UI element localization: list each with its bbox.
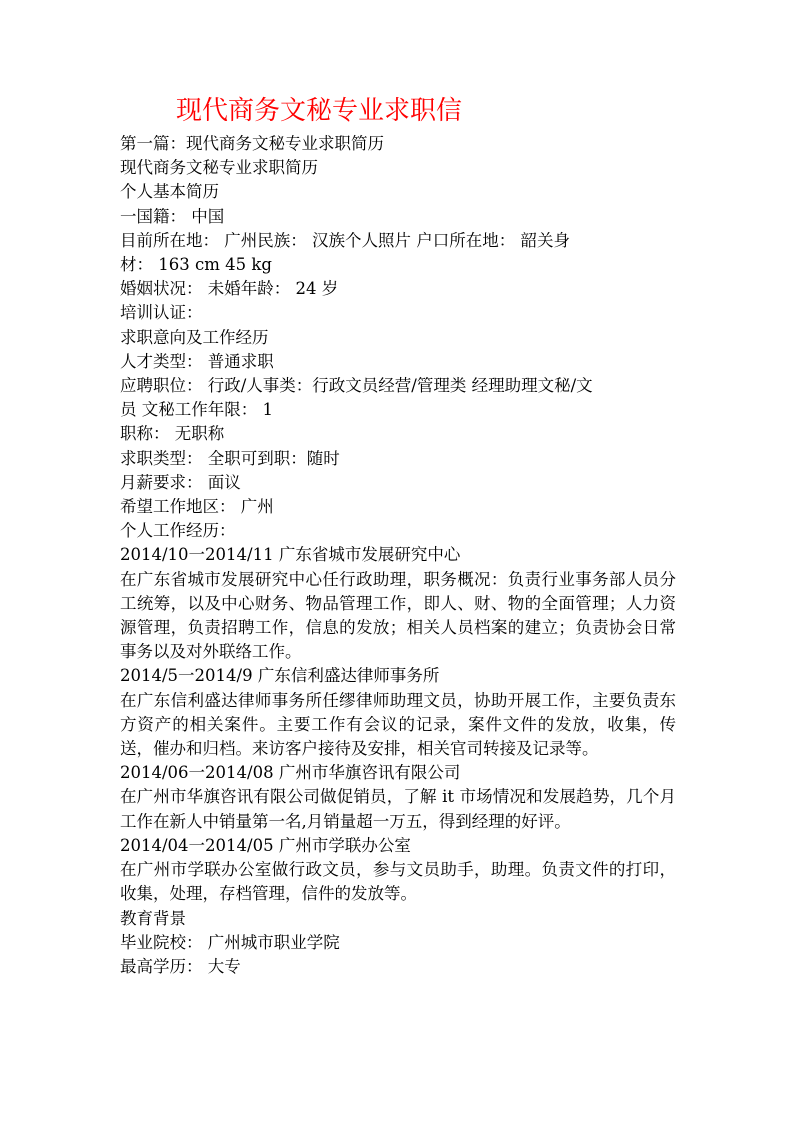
- training-line: 培训认证：: [120, 303, 203, 323]
- section-job-intent: 求职意向及工作经历: [120, 327, 269, 347]
- school-line: 毕业院校： 广州城市职业学院: [120, 932, 340, 952]
- job-description-2: 在广东信利盛达律师事务所任缪律师助理文员，协助开展工作，主要负责东方资产的相关案件。主要工作有会议的记录，案件文件的发放，收集，传送，催办和归档。来访客户接待及安排，相关官司转接及记录等。: [120, 690, 676, 759]
- job-type-line: 求职类型： 全职可到职：随时: [120, 448, 340, 468]
- title-rank-line: 职称： 无职称: [120, 424, 225, 444]
- document-title: 现代商务文秘专业求职信: [176, 96, 463, 126]
- work-area-line: 希望工作地区： 广州: [120, 497, 274, 517]
- section-education: 教育背景: [120, 908, 186, 928]
- section-basic-info: 个人基本简历: [120, 182, 219, 202]
- job-description-1: 在广东省城市发展研究中心任行政助理，职务概况：负责行业事务部人员分工统筹，以及中心财务、物品管理工作，即人、财、物的全面管理；人力资源管理，负责招聘工作，信息的发放；相关人员档案的建立；负责协会日常事务以及对外联络工作。: [120, 569, 676, 662]
- job-description-3: 在广州市华旗咨讯有限公司做促销员，了解 it 市场情况和发展趋势，几个月工作在新人中销量第一名,月销量超一万五，得到经理的好评。: [120, 787, 676, 831]
- degree-line: 最高学历： 大专: [120, 956, 241, 976]
- resume-title: 现代商务文秘专业求职简历: [120, 158, 318, 178]
- position-cont-line: 员 文秘工作年限： 1: [120, 400, 273, 420]
- job-description-4: 在广州市学联办公室做行政文员，参与文员助手，助理。负责文件的打印，收集，处理，存档管理，信件的发放等。: [120, 860, 676, 904]
- position-line: 应聘职位： 行政/人事类：行政文员经营/管理类 经理助理文秘/文: [120, 376, 593, 396]
- heading-part-one: 第一篇：现代商务文秘专业求职简历: [120, 134, 384, 153]
- job-entry-2: 2014/5一2014/9 广东信利盛达律师事务所: [120, 666, 440, 686]
- job-entry-4: 2014/04一2014/05 广州市学联办公室: [120, 835, 411, 855]
- document-body: [120, 132, 676, 979]
- section-work-history: 个人工作经历：: [120, 521, 236, 541]
- salary-line: 月薪要求： 面议: [120, 472, 241, 492]
- nationality-line: 一国籍： 中国: [120, 206, 225, 226]
- job-entry-3: 2014/06一2014/08 广州市华旗咨讯有限公司: [120, 763, 461, 783]
- job-entry-1: 2014/10一2014/11 广东省城市发展研究中心: [120, 545, 461, 565]
- marital-age-line: 婚姻状况： 未婚年龄： 24 岁: [120, 279, 339, 299]
- body-measure-line: 材： 163 cm 45 kg: [120, 255, 272, 275]
- location-line: 目前所在地： 广州民族： 汉族个人照片 户口所在地： 韶关身: [120, 230, 570, 250]
- talent-type-line: 人才类型： 普通求职: [120, 351, 274, 371]
